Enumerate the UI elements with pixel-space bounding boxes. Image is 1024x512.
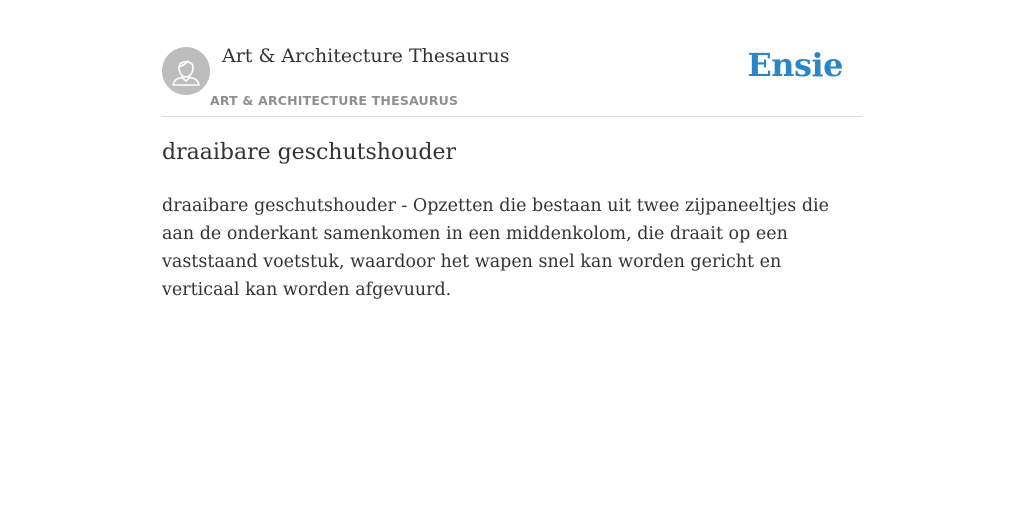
- entry-title: draaibare geschutshouder: [162, 140, 456, 165]
- source-name-link[interactable]: Art & Architecture Thesaurus: [222, 45, 510, 67]
- entry-header: [162, 0, 862, 117]
- avatar[interactable]: [162, 47, 210, 95]
- entry-definition: draaibare geschutshouder - Opzetten die bestaan uit twee zijpaneeltjes die aan de onderkant samenkomen in een middenkolom, die draait op een vaststaand voetstuk, waardoor het wapen snel kan worden gericht en verticaal kan worden afgevuurd.: [162, 196, 829, 300]
- source-tag: ART & ARCHITECTURE THESAURUS: [210, 93, 459, 108]
- user-icon: [162, 47, 210, 95]
- ensie-logo[interactable]: Ensie: [747, 46, 843, 84]
